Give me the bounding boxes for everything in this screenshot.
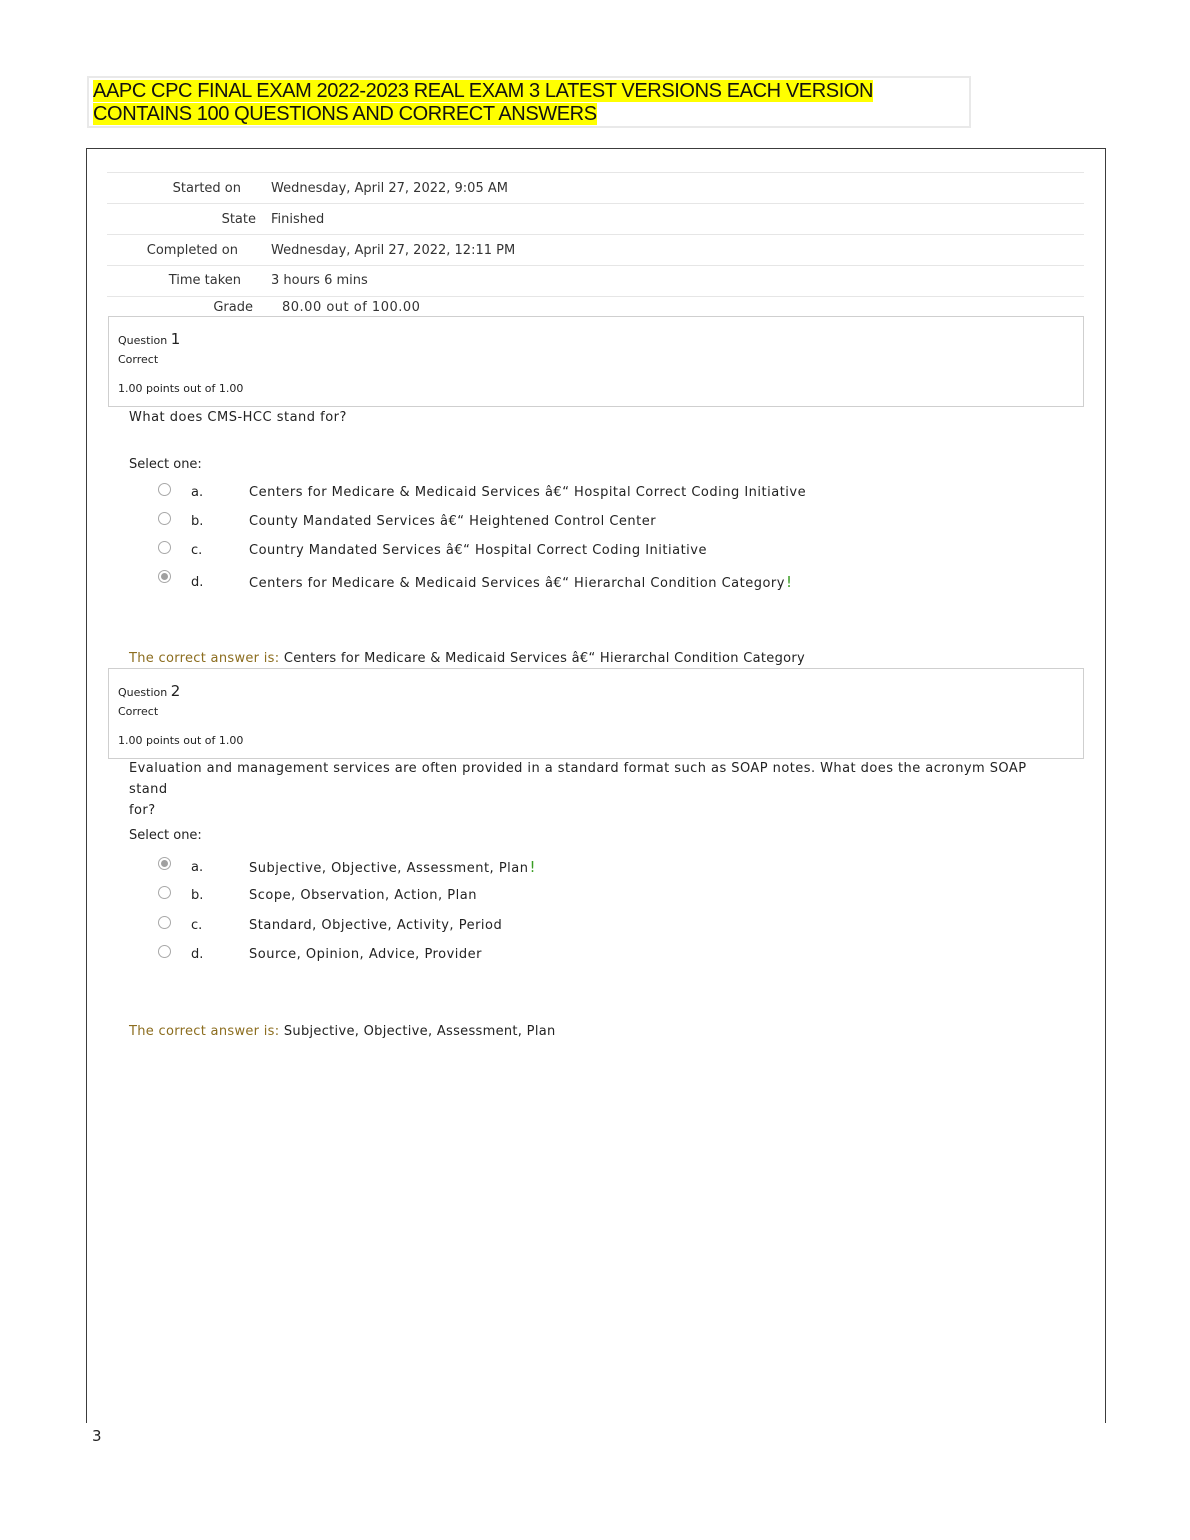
summary-completed-on	[107, 234, 1084, 266]
radio-unchecked-icon[interactable]	[158, 541, 171, 554]
check-mark-icon: !	[785, 573, 793, 591]
question-1-info	[108, 316, 1084, 407]
question-2-info	[108, 668, 1084, 759]
question-1-state: Correct	[118, 353, 159, 366]
correct-answer-text: Centers for Medicare & Medicaid Services â€“ Hierarchal Condition Category	[283, 651, 806, 666]
started-on-label: Started on	[172, 181, 241, 196]
state-label: State	[221, 212, 256, 227]
grade-value: 80.00 out of 100.00	[282, 300, 421, 315]
state-value: Finished	[271, 212, 325, 227]
time-taken-value: 3 hours 6 mins	[271, 273, 368, 288]
question-2-option-c[interactable]: c. Standard, Objective, Activity, Period	[158, 916, 1058, 938]
question-1-option-a[interactable]: a. Centers for Medicare & Medicaid Services â€“ Hospital Correct Coding Initiative	[158, 483, 1058, 505]
page-number: 3	[92, 1427, 102, 1445]
question-1-points: 1.00 points out of 1.00	[118, 382, 244, 395]
time-taken-label: Time taken	[168, 273, 241, 288]
document-title	[87, 76, 971, 128]
question-1-option-b[interactable]: b. County Mandated Services â€“ Heightened Control Center	[158, 512, 1058, 534]
question-2-option-d[interactable]: d. Source, Opinion, Advice, Provider	[158, 945, 1058, 967]
question-2-select-one: Select one:	[129, 828, 202, 843]
question-1-number: Question 1	[118, 330, 181, 348]
radio-unchecked-icon[interactable]	[158, 512, 171, 525]
started-on-value: Wednesday, April 27, 2022, 9:05 AM	[271, 181, 508, 196]
question-1-option-d[interactable]: d. Centers for Medicare & Medicaid Services â€“ Hierarchal Condition Category!	[158, 570, 1058, 592]
question-1-select-one: Select one:	[129, 457, 202, 472]
correct-answer-text: Subjective, Objective, Assessment, Plan	[283, 1024, 556, 1039]
question-2-points: 1.00 points out of 1.00	[118, 734, 244, 747]
question-2-text: Evaluation and management services are often provided in a standard format such as SOAP notes. What does the acronym SOAP stand for?	[129, 761, 1027, 818]
question-1-text: What does CMS-HCC stand for?	[129, 410, 347, 425]
correct-answer-label: The correct answer is:	[129, 1024, 280, 1039]
question-2-option-b[interactable]: b. Scope, Observation, Action, Plan	[158, 886, 1058, 908]
question-2-state: Correct	[118, 705, 159, 718]
question-2-number: Question 2	[118, 682, 181, 700]
completed-on-value: Wednesday, April 27, 2022, 12:11 PM	[271, 243, 516, 258]
radio-unchecked-icon[interactable]	[158, 886, 171, 899]
radio-checked-icon[interactable]	[158, 570, 171, 583]
completed-on-label: Completed on	[146, 243, 238, 258]
question-1-correct-answer	[129, 651, 805, 666]
question-2-option-a[interactable]: a. Subjective, Objective, Assessment, Plan!	[158, 857, 1058, 879]
radio-unchecked-icon[interactable]	[158, 916, 171, 929]
title-line-1: AAPC CPC FINAL EXAM 2022-2023 REAL EXAM 3 LATEST VERSIONS EACH VERSION	[93, 80, 874, 102]
summary-state	[107, 203, 1084, 235]
title-line-2: CONTAINS 100 QUESTIONS AND CORRECT ANSWERS	[93, 103, 597, 125]
summary-time-taken	[107, 265, 1084, 297]
summary-started-on	[107, 172, 1084, 204]
radio-checked-icon[interactable]	[158, 857, 171, 870]
check-mark-icon: !	[529, 858, 536, 876]
question-1-option-c[interactable]: c. Country Mandated Services â€“ Hospital Correct Coding Initiative	[158, 541, 1058, 563]
grade-label: Grade	[213, 300, 253, 315]
question-2-correct-answer	[129, 1024, 556, 1039]
radio-unchecked-icon[interactable]	[158, 483, 171, 496]
correct-answer-label: The correct answer is:	[129, 651, 280, 666]
radio-unchecked-icon[interactable]	[158, 945, 171, 958]
